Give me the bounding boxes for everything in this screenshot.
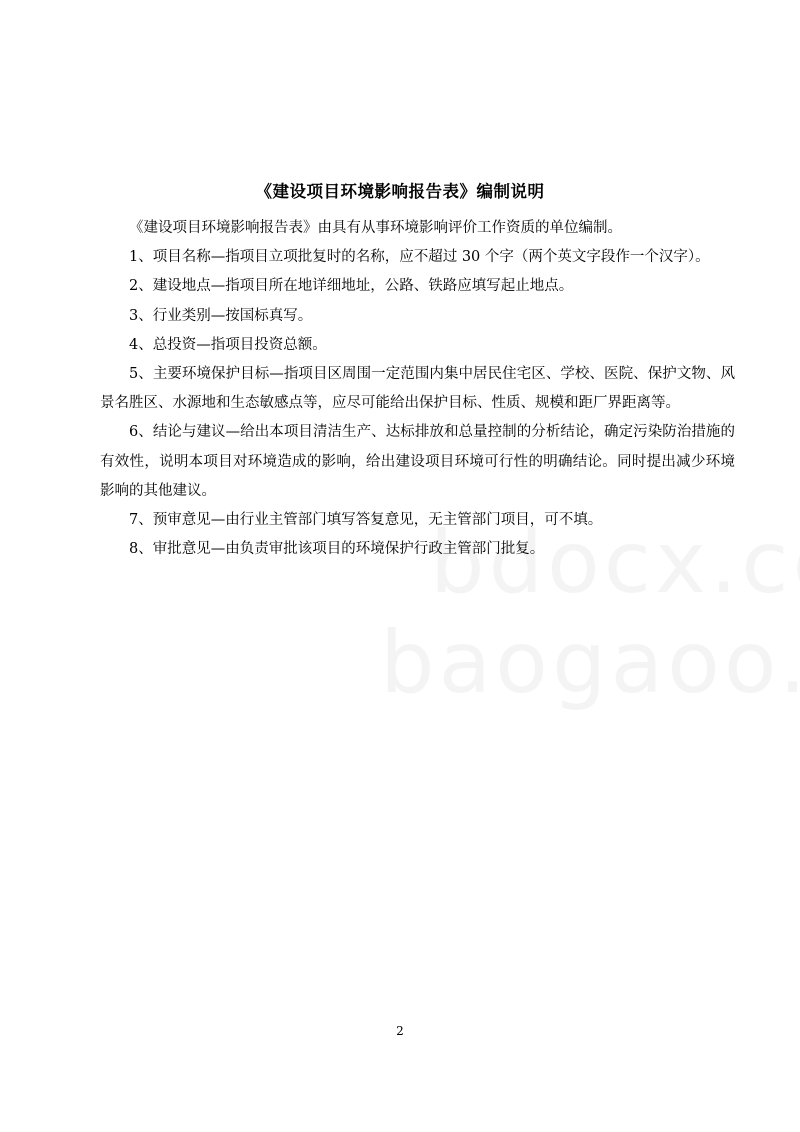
page-number: 2 xyxy=(396,1024,404,1038)
watermark-secondary xyxy=(380,620,800,706)
paragraph-investment: 4、总投资—指项目投资总额。 xyxy=(129,336,327,353)
paragraph-intro: 《建设项目环境影响报告表》由具有从事环境影响评价工作资质的单位编制。 xyxy=(129,220,622,236)
document-body xyxy=(100,214,735,564)
paragraph-preliminary-review: 7、预审意见—由行业主管部门填写答复意见，无主管部门项目，可不填。 xyxy=(129,512,603,529)
paragraph-approval: 8、审批意见—由负责审批该项目的环境保护行政主管部门批复。 xyxy=(129,541,545,558)
paragraph-protection-targets: 5、主要环境保护目标—指项目区周围一定范围内集中居民住宅区、学校、医院、保护文物、风景名胜区、水源地和生态敏感点等，应尽可能给出保护目标、性质、规模和距厂界距离等。 xyxy=(100,366,735,412)
paragraph-project-name: 1、项目名称—指项目立项批复时的名称，应不超过 30 个字（两个英文字段作一个汉字）。 xyxy=(129,249,710,266)
paragraph-industry: 3、行业类别—按国标真写。 xyxy=(129,307,313,324)
page-title: 《建设项目环境影响报告表》编制说明 xyxy=(255,182,545,201)
paragraph-conclusions: 6、结论与建议—给出本项目清洁生产、达标排放和总量控制的分析结论，确定污染防治措施的有效性，说明本项目对环境造成的影响，给出建设项目环境可行性的明确结论。同时提出减少环境影响的其他建议。 xyxy=(100,424,735,499)
paragraph-location: 2、建设地点—指项目所在地详细地址，公路、铁路应填写起止地点。 xyxy=(129,278,574,295)
